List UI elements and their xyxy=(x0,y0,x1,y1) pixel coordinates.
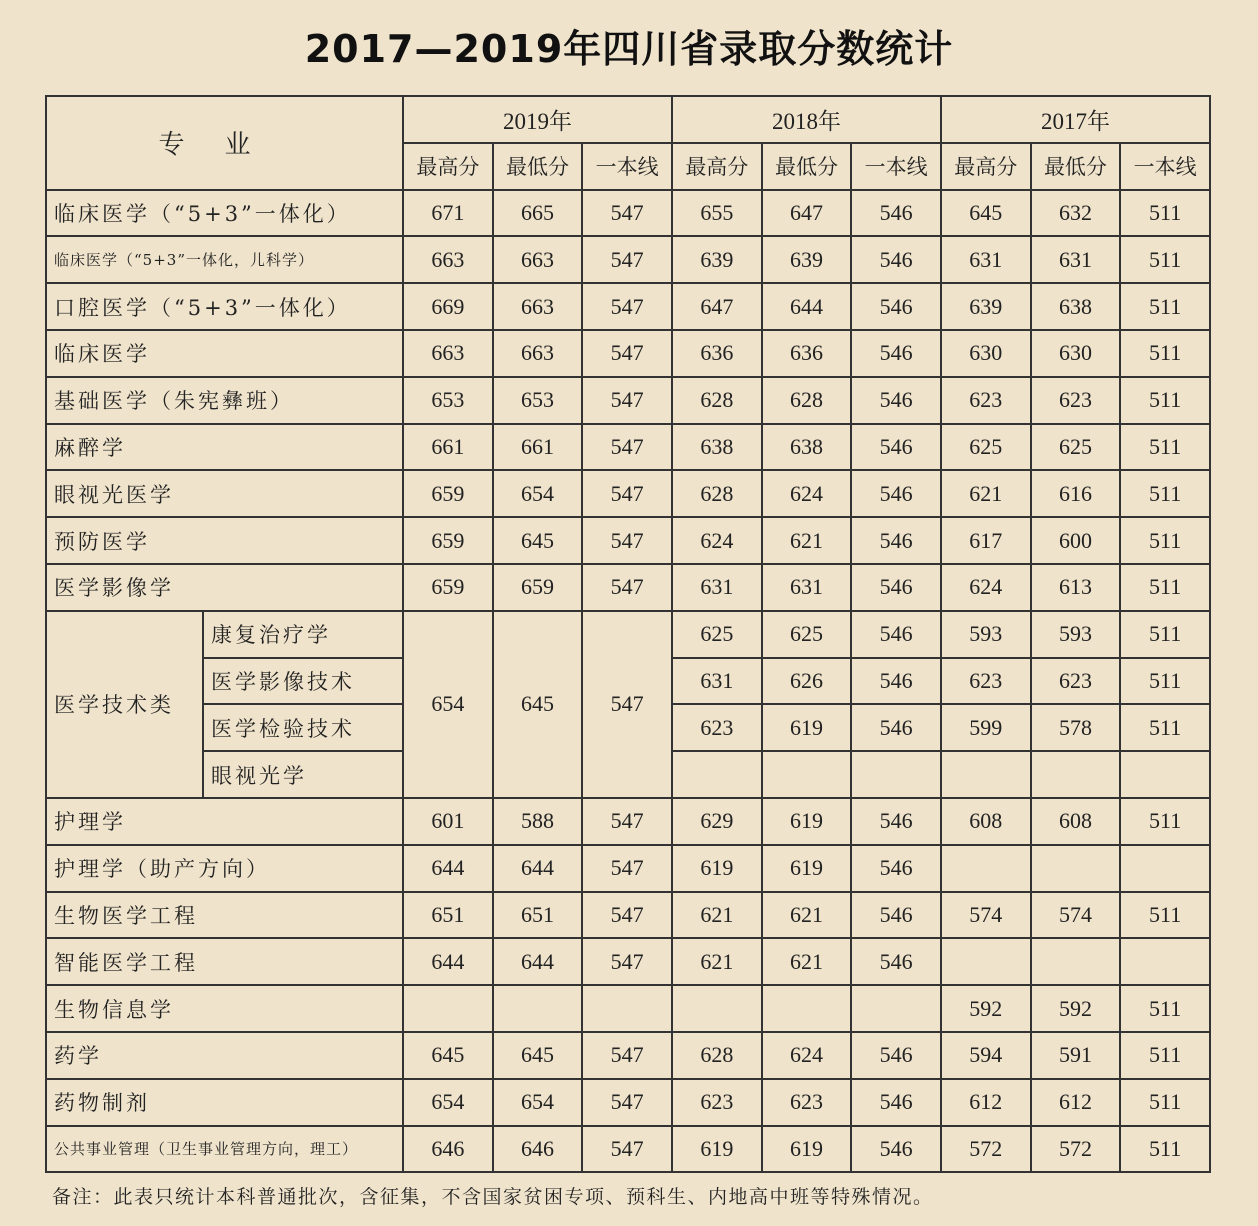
table-row xyxy=(46,236,1210,283)
table-row xyxy=(46,564,1210,611)
score-cell: 621 xyxy=(672,892,762,939)
score-cell: 547 xyxy=(582,236,672,283)
metric-header: 最高分 xyxy=(672,143,762,190)
score-cell: 623 xyxy=(941,377,1031,424)
score-cell: 645 xyxy=(493,517,583,564)
score-cell: 659 xyxy=(403,517,493,564)
score-cell: 547 xyxy=(582,424,672,471)
score-cell-merged: 547 xyxy=(582,611,672,798)
score-cell: 511 xyxy=(1120,190,1210,237)
score-cell: 653 xyxy=(403,377,493,424)
score-cell: 546 xyxy=(851,1079,941,1126)
score-cell: 644 xyxy=(493,938,583,985)
score-cell xyxy=(941,845,1031,892)
score-cell: 613 xyxy=(1031,564,1121,611)
score-cell: 546 xyxy=(851,517,941,564)
score-cell: 572 xyxy=(1031,1126,1121,1173)
metric-header: 一本线 xyxy=(1120,143,1210,190)
score-cell: 629 xyxy=(672,798,762,845)
score-cell: 511 xyxy=(1120,283,1210,330)
score-cell: 631 xyxy=(941,236,1031,283)
score-cell: 647 xyxy=(672,283,762,330)
score-cell: 599 xyxy=(941,704,1031,751)
score-cell: 646 xyxy=(493,1126,583,1173)
score-cell: 546 xyxy=(851,658,941,705)
score-cell: 663 xyxy=(493,283,583,330)
table-row xyxy=(46,1079,1210,1126)
metric-header: 最低分 xyxy=(493,143,583,190)
table-row xyxy=(46,190,1210,237)
score-cell: 511 xyxy=(1120,985,1210,1032)
major-name: 公共事业管理（卫生事业管理方向，理工） xyxy=(46,1126,403,1173)
score-cell: 628 xyxy=(672,1032,762,1079)
score-cell: 547 xyxy=(582,190,672,237)
score-cell: 659 xyxy=(493,564,583,611)
score-cell: 511 xyxy=(1120,236,1210,283)
score-cell xyxy=(941,938,1031,985)
score-cell: 631 xyxy=(672,564,762,611)
score-cell: 546 xyxy=(851,1126,941,1173)
score-cell: 617 xyxy=(941,517,1031,564)
major-name: 麻醉学 xyxy=(46,424,403,471)
score-cell: 547 xyxy=(582,330,672,377)
score-cell: 511 xyxy=(1120,564,1210,611)
score-cell: 621 xyxy=(762,892,852,939)
table-row xyxy=(46,845,1210,892)
score-cell: 654 xyxy=(403,1079,493,1126)
table-row xyxy=(46,330,1210,377)
score-cell: 592 xyxy=(941,985,1031,1032)
score-cell: 625 xyxy=(672,611,762,658)
table-row xyxy=(46,798,1210,845)
score-cell xyxy=(1031,938,1121,985)
score-cell: 626 xyxy=(762,658,852,705)
table-row xyxy=(46,985,1210,1032)
score-cell: 546 xyxy=(851,236,941,283)
score-cell: 547 xyxy=(582,1126,672,1173)
table-row xyxy=(46,611,1210,658)
table-row xyxy=(46,377,1210,424)
score-cell: 546 xyxy=(851,845,941,892)
year-header-2019: 2019年 xyxy=(403,96,672,143)
score-cell: 619 xyxy=(672,845,762,892)
sub-major-name: 眼视光学 xyxy=(203,751,403,798)
major-name: 眼视光医学 xyxy=(46,470,403,517)
score-cell: 546 xyxy=(851,892,941,939)
score-cell: 625 xyxy=(762,611,852,658)
metric-header: 最低分 xyxy=(762,143,852,190)
score-cell: 671 xyxy=(403,190,493,237)
score-cell: 546 xyxy=(851,611,941,658)
table-row xyxy=(46,470,1210,517)
score-cell: 616 xyxy=(1031,470,1121,517)
year-header-2017: 2017年 xyxy=(941,96,1210,143)
sub-major-name: 医学影像技术 xyxy=(203,658,403,705)
score-cell: 669 xyxy=(403,283,493,330)
score-cell xyxy=(672,985,762,1032)
sub-major-name: 医学检验技术 xyxy=(203,704,403,751)
score-cell: 574 xyxy=(941,892,1031,939)
score-cell: 608 xyxy=(1031,798,1121,845)
major-name: 医学影像学 xyxy=(46,564,403,611)
score-cell: 636 xyxy=(672,330,762,377)
score-cell: 645 xyxy=(941,190,1031,237)
score-cell: 651 xyxy=(403,892,493,939)
score-cell: 639 xyxy=(672,236,762,283)
table-row xyxy=(46,938,1210,985)
score-cell: 655 xyxy=(672,190,762,237)
score-cell: 653 xyxy=(493,377,583,424)
score-cell: 651 xyxy=(493,892,583,939)
score-cell: 638 xyxy=(762,424,852,471)
score-cell xyxy=(851,985,941,1032)
score-cell xyxy=(762,751,852,798)
score-cell: 632 xyxy=(1031,190,1121,237)
score-cell: 592 xyxy=(1031,985,1121,1032)
score-cell xyxy=(672,751,762,798)
score-cell: 511 xyxy=(1120,330,1210,377)
score-cell: 623 xyxy=(762,1079,852,1126)
score-cell: 547 xyxy=(582,892,672,939)
score-cell: 659 xyxy=(403,470,493,517)
score-cell: 628 xyxy=(672,470,762,517)
header-row-years xyxy=(46,96,1210,143)
major-name: 口腔医学（“5+3”一体化） xyxy=(46,283,403,330)
score-cell: 511 xyxy=(1120,377,1210,424)
score-cell: 588 xyxy=(493,798,583,845)
major-name: 护理学 xyxy=(46,798,403,845)
major-name: 临床医学（“5+3”一体化，儿科学） xyxy=(46,236,403,283)
score-cell: 665 xyxy=(493,190,583,237)
score-cell: 628 xyxy=(762,377,852,424)
score-cell: 623 xyxy=(672,704,762,751)
major-name: 生物医学工程 xyxy=(46,892,403,939)
score-cell xyxy=(582,985,672,1032)
score-cell xyxy=(403,985,493,1032)
score-cell: 644 xyxy=(493,845,583,892)
score-cell: 547 xyxy=(582,1032,672,1079)
score-cell xyxy=(1031,845,1121,892)
metric-header: 一本线 xyxy=(582,143,672,190)
score-cell: 511 xyxy=(1120,658,1210,705)
score-cell: 511 xyxy=(1120,470,1210,517)
score-cell: 619 xyxy=(762,704,852,751)
score-cell: 621 xyxy=(762,938,852,985)
score-cell: 547 xyxy=(582,470,672,517)
score-cell: 546 xyxy=(851,190,941,237)
major-name: 护理学（助产方向） xyxy=(46,845,403,892)
score-cell: 546 xyxy=(851,1032,941,1079)
group-name: 医学技术类 xyxy=(46,611,203,798)
score-cell: 511 xyxy=(1120,424,1210,471)
score-cell: 546 xyxy=(851,938,941,985)
footnote: 备注：此表只统计本科普通批次，含征集，不含国家贫困专项、预科生、内地高中班等特殊情况。 xyxy=(52,1186,934,1208)
score-cell: 644 xyxy=(403,938,493,985)
major-name: 预防医学 xyxy=(46,517,403,564)
score-table xyxy=(45,95,1211,1173)
score-cell: 601 xyxy=(403,798,493,845)
score-cell: 547 xyxy=(582,517,672,564)
score-cell: 546 xyxy=(851,704,941,751)
score-cell: 646 xyxy=(403,1126,493,1173)
score-cell: 546 xyxy=(851,424,941,471)
score-cell-merged: 645 xyxy=(493,611,583,798)
score-cell: 547 xyxy=(582,1079,672,1126)
score-cell: 644 xyxy=(762,283,852,330)
score-cell: 619 xyxy=(672,1126,762,1173)
score-cell: 546 xyxy=(851,283,941,330)
score-cell: 624 xyxy=(672,517,762,564)
score-cell: 578 xyxy=(1031,704,1121,751)
score-cell: 639 xyxy=(762,236,852,283)
score-cell: 663 xyxy=(493,330,583,377)
page-title: 2017—2019年四川省录取分数统计 xyxy=(304,27,954,71)
score-cell xyxy=(1031,751,1121,798)
score-cell: 645 xyxy=(493,1032,583,1079)
score-cell: 547 xyxy=(582,564,672,611)
score-cell: 636 xyxy=(762,330,852,377)
table-body xyxy=(46,190,1210,1173)
major-name: 智能医学工程 xyxy=(46,938,403,985)
score-cell: 511 xyxy=(1120,892,1210,939)
score-cell: 645 xyxy=(403,1032,493,1079)
score-cell: 639 xyxy=(941,283,1031,330)
score-cell: 631 xyxy=(672,658,762,705)
major-name: 临床医学（“5+3”一体化） xyxy=(46,190,403,237)
score-cell xyxy=(1120,751,1210,798)
score-cell: 661 xyxy=(493,424,583,471)
table-row xyxy=(46,1126,1210,1173)
score-cell xyxy=(851,751,941,798)
sub-major-name: 康复治疗学 xyxy=(203,611,403,658)
score-cell: 546 xyxy=(851,377,941,424)
score-cell: 546 xyxy=(851,330,941,377)
major-name: 生物信息学 xyxy=(46,985,403,1032)
major-header: 专业 xyxy=(46,96,403,190)
metric-header: 最高分 xyxy=(403,143,493,190)
score-cell: 647 xyxy=(762,190,852,237)
score-cell: 623 xyxy=(1031,658,1121,705)
score-cell: 594 xyxy=(941,1032,1031,1079)
score-cell: 623 xyxy=(941,658,1031,705)
score-cell: 638 xyxy=(1031,283,1121,330)
score-cell: 630 xyxy=(1031,330,1121,377)
score-cell: 630 xyxy=(941,330,1031,377)
score-cell: 621 xyxy=(941,470,1031,517)
metric-header: 最低分 xyxy=(1031,143,1121,190)
score-cell: 511 xyxy=(1120,517,1210,564)
score-cell: 547 xyxy=(582,798,672,845)
score-cell: 547 xyxy=(582,283,672,330)
table-row xyxy=(46,283,1210,330)
score-cell: 546 xyxy=(851,798,941,845)
score-cell: 547 xyxy=(582,377,672,424)
score-cell: 624 xyxy=(762,470,852,517)
score-cell: 546 xyxy=(851,470,941,517)
score-cell: 638 xyxy=(672,424,762,471)
score-cell: 572 xyxy=(941,1126,1031,1173)
score-cell-merged: 654 xyxy=(403,611,493,798)
score-cell: 621 xyxy=(672,938,762,985)
score-cell: 612 xyxy=(941,1079,1031,1126)
score-cell: 574 xyxy=(1031,892,1121,939)
score-cell: 511 xyxy=(1120,1126,1210,1173)
metric-header: 一本线 xyxy=(851,143,941,190)
score-cell: 654 xyxy=(493,470,583,517)
score-cell xyxy=(762,985,852,1032)
score-cell: 624 xyxy=(941,564,1031,611)
score-cell: 621 xyxy=(762,517,852,564)
score-cell: 591 xyxy=(1031,1032,1121,1079)
score-cell: 619 xyxy=(762,845,852,892)
score-cell: 661 xyxy=(403,424,493,471)
score-cell: 593 xyxy=(1031,611,1121,658)
score-cell: 511 xyxy=(1120,1032,1210,1079)
table-row xyxy=(46,892,1210,939)
score-cell: 619 xyxy=(762,798,852,845)
table-row xyxy=(46,424,1210,471)
score-cell: 644 xyxy=(403,845,493,892)
score-cell: 631 xyxy=(1031,236,1121,283)
score-cell: 625 xyxy=(1031,424,1121,471)
score-cell: 663 xyxy=(403,330,493,377)
score-cell xyxy=(493,985,583,1032)
score-cell: 654 xyxy=(493,1079,583,1126)
score-cell: 608 xyxy=(941,798,1031,845)
score-cell: 624 xyxy=(762,1032,852,1079)
score-cell: 625 xyxy=(941,424,1031,471)
major-name: 药学 xyxy=(46,1032,403,1079)
score-cell: 547 xyxy=(582,938,672,985)
score-cell xyxy=(941,751,1031,798)
score-cell: 547 xyxy=(582,845,672,892)
major-name: 临床医学 xyxy=(46,330,403,377)
score-cell: 600 xyxy=(1031,517,1121,564)
score-cell: 593 xyxy=(941,611,1031,658)
score-cell: 619 xyxy=(762,1126,852,1173)
score-cell: 511 xyxy=(1120,1079,1210,1126)
major-name: 药物制剂 xyxy=(46,1079,403,1126)
metric-header: 最高分 xyxy=(941,143,1031,190)
score-cell: 511 xyxy=(1120,704,1210,751)
score-cell: 631 xyxy=(762,564,852,611)
table-row xyxy=(46,1032,1210,1079)
year-header-2018: 2018年 xyxy=(672,96,941,143)
major-name: 基础医学（朱宪彝班） xyxy=(46,377,403,424)
score-cell: 623 xyxy=(1031,377,1121,424)
score-cell: 612 xyxy=(1031,1079,1121,1126)
score-cell: 511 xyxy=(1120,798,1210,845)
score-cell: 511 xyxy=(1120,611,1210,658)
score-cell: 546 xyxy=(851,564,941,611)
score-cell: 663 xyxy=(493,236,583,283)
score-cell: 659 xyxy=(403,564,493,611)
score-cell: 623 xyxy=(672,1079,762,1126)
score-cell xyxy=(1120,845,1210,892)
score-cell: 628 xyxy=(672,377,762,424)
score-cell: 663 xyxy=(403,236,493,283)
table-row xyxy=(46,517,1210,564)
score-cell xyxy=(1120,938,1210,985)
